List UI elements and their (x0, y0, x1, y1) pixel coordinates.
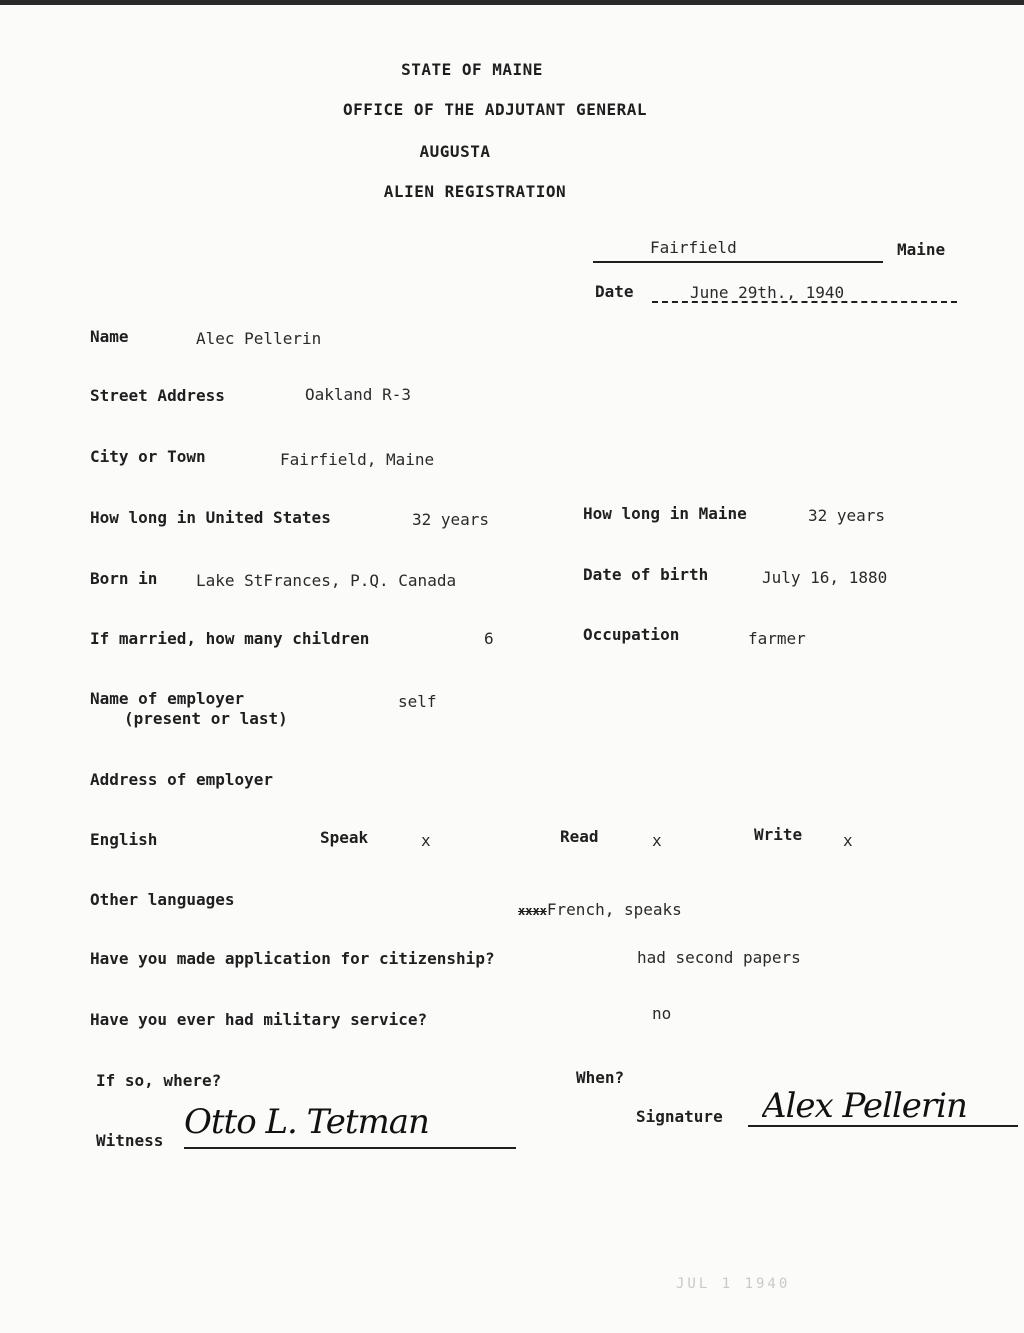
born-in-value: Lake StFrances, P.Q. Canada (196, 571, 457, 590)
city-label: City or Town (90, 447, 206, 466)
applicant-signature: Alex Pellerin (762, 1086, 967, 1126)
header-state: STATE OF MAINE (401, 60, 543, 79)
if-so-where-label: If so, where? (96, 1071, 222, 1090)
city-value: Fairfield, Maine (280, 450, 435, 469)
employer-label-sub: (present or last) (124, 709, 288, 728)
when-label: When? (576, 1068, 625, 1087)
date-value: June 29th., 1940 (690, 283, 845, 302)
born-in-label: Born in (90, 569, 158, 588)
occupation-value: farmer (748, 629, 806, 648)
english-label: English (90, 830, 158, 849)
date-of-birth-label: Date of birth (583, 565, 709, 584)
english-speak-value: x (421, 831, 431, 850)
location-state: Maine (897, 240, 946, 259)
street-address-value: Oakland R-3 (305, 385, 411, 404)
english-write-label: Write (754, 825, 803, 844)
header-title: ALIEN REGISTRATION (383, 182, 567, 201)
signature-line (748, 1124, 1018, 1127)
employer-value: self (398, 692, 437, 711)
military-value: no (652, 1004, 672, 1023)
military-label: Have you ever had military service? (90, 1010, 428, 1029)
header-office: OFFICE OF THE ADJUTANT GENERAL (343, 100, 647, 119)
occupation-label: Occupation (583, 625, 680, 644)
how-long-us-label: How long in United States (90, 508, 331, 527)
witness-signature-line (184, 1146, 516, 1149)
how-long-us-value: 32 years (412, 510, 490, 529)
header-city: AUGUSTA (419, 142, 491, 161)
name-label: Name (90, 327, 129, 346)
street-address-label: Street Address (90, 386, 225, 405)
signature-label: Signature (636, 1107, 723, 1126)
employer-label: Name of employer (90, 689, 245, 708)
date-label: Date (595, 282, 634, 301)
children-label: If married, how many children (90, 629, 370, 648)
other-languages-label: Other languages (90, 890, 235, 909)
witness-signature: Otto L. Tetman (184, 1102, 429, 1142)
english-speak-label: Speak (320, 828, 369, 847)
other-languages-value: French, speaks (546, 900, 682, 919)
employer-address-label: Address of employer (90, 770, 274, 789)
children-value: 6 (484, 629, 494, 648)
how-long-maine-value: 32 years (808, 506, 886, 525)
date-of-birth-value: July 16, 1880 (762, 568, 888, 587)
english-write-value: x (843, 831, 853, 850)
scan-top-border (0, 0, 1024, 5)
received-stamp: JUL 1 1940 (676, 1276, 791, 1292)
how-long-maine-label: How long in Maine (583, 504, 747, 523)
english-read-value: x (652, 831, 662, 850)
citizenship-label: Have you made application for citizenship? (90, 949, 495, 968)
location-underline (593, 259, 883, 263)
witness-label: Witness (96, 1131, 164, 1150)
english-read-label: Read (560, 827, 599, 846)
location-town: Fairfield (650, 238, 737, 257)
other-languages-entry (518, 900, 682, 919)
citizenship-value: had second papers (637, 948, 801, 967)
other-languages-struck: xxxx (518, 904, 547, 918)
name-value: Alec Pellerin (196, 329, 322, 348)
